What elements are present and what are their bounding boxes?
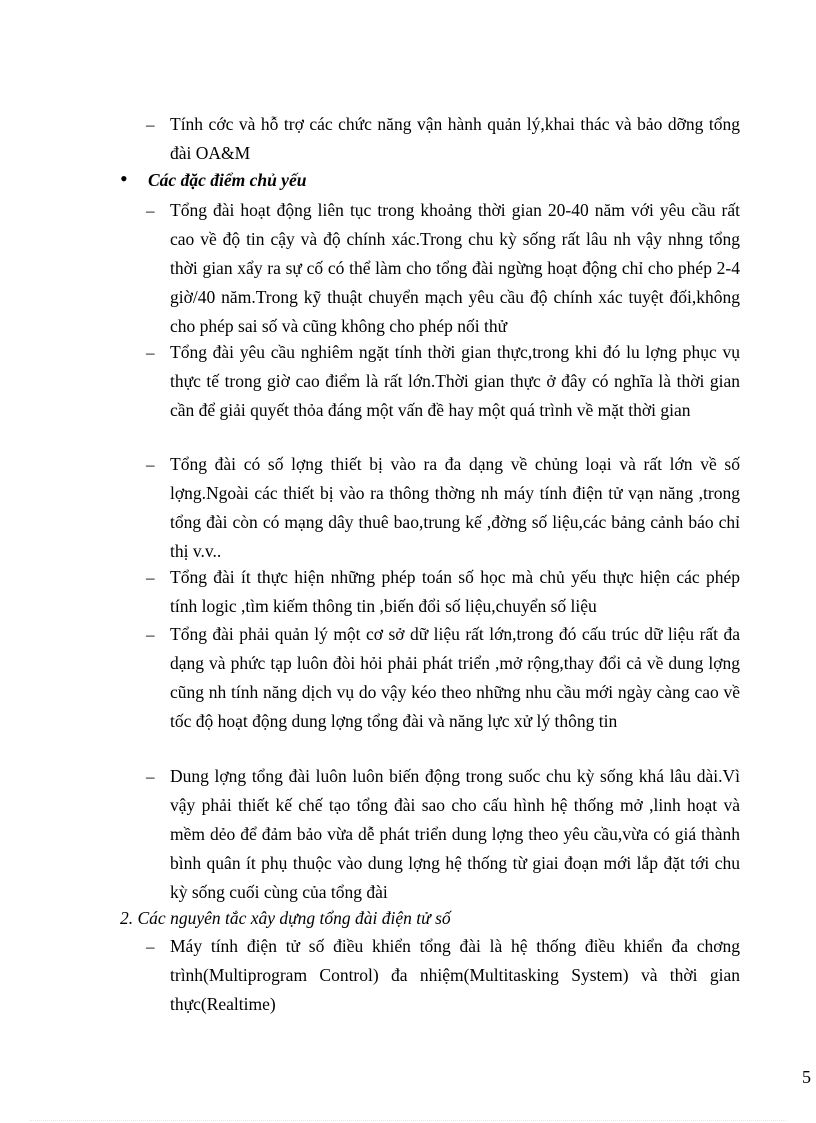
dash-marker: –	[146, 343, 155, 362]
dash-marker: –	[146, 455, 155, 474]
item-text: Máy tính điện tử số điều khiển tổng đài là hệ thống điều khiển đa chơng trình(Multiprogram Control) đa nhiệm(Multitasking System) và thời gian thực(Realtime)	[170, 936, 740, 1014]
list-item	[146, 110, 740, 168]
dash-marker: –	[146, 568, 155, 587]
dash-marker: –	[146, 937, 155, 956]
item-text: Tổng đài phải quản lý một cơ sở dữ liệu rất lớn,trong đó cấu trúc dữ liệu rất đa dạng và phức tạp luôn đòi hỏi phải phát triển ,mở rộng,thay đổi cả về dung lợng cũng nh tính năng dịch vụ do vậy kéo theo những nhu cầu mới ngày càng cao về tốc độ hoạt động dung lợng tổng đài và năng lực xử lý thông tin	[170, 624, 740, 731]
list-item	[146, 762, 740, 907]
item-text: Tổng đài hoạt động liên tục trong khoảng thời gian 20-40 năm với yêu cầu rất cao về độ tin cậy và độ chính xác.Trong chu kỳ sống rất lâu nh vậy nhng tổng thời gian xẩy ra sự cố có thể làm cho tổng đài ngừng hoạt động chỉ cho phép 2-4 giờ/40 năm.Trong kỹ thuật chuyển mạch yêu cầu độ chính xác tuyệt đối,không cho phép sai số và cũng không cho phép nối thử	[170, 200, 740, 336]
dash-marker: –	[146, 625, 155, 644]
list-item	[146, 563, 740, 621]
item-text: Tổng đài có số lợng thiết bị vào ra đa dạng về chủng loại và rất lớn về số lợng.Ngoài các thiết bị vào ra thông thờng nh máy tính điện tử vạn năng ,trong tổng đài còn có mạng dây thuê bao,trung kế ,đờng số liệu,các bảng cảnh báo chỉ thị v.v..	[170, 454, 740, 561]
item-text: Tổng đài ít thực hiện những phép toán số học mà chủ yếu thực hiện các phép tính logic ,tìm kiếm thông tin ,biến đổi số liệu,chuyển số liệu	[170, 567, 740, 616]
numbered-heading: 2. Các nguyên tắc xây dựng tổng đài điện tử số	[120, 908, 451, 928]
section-heading: Các đặc điểm chủ yếu	[148, 170, 307, 190]
item-text: Dung lợng tổng đài luôn luôn biến động trong suốc chu kỳ sống khá lâu dài.Vì vậy phải thiết kế chế tạo tổng đài sao cho cấu hình hệ thống mở ,linh hoạt và mềm dẻo để đảm bảo vừa dễ phát triển dung lợng theo yêu cầu,vừa có giá thành bình quân ít phụ thuộc vào dung lợng hệ thống từ giai đoạn mới lắp đặt tới chu kỳ sống cuối cùng của tổng đài	[170, 766, 740, 902]
item-text: Tổng đài yêu cầu nghiêm ngặt tính thời gian thực,trong khi đó lu lợng phục vụ thực tế trong giờ cao điểm là rất lớn.Thời gian thực ở đây có nghĩa là thời gian cần để giải quyết thỏa đáng một vấn đề hay một quá trình về mặt thời gian	[170, 342, 740, 420]
list-item	[146, 450, 740, 566]
dash-marker: –	[146, 767, 155, 786]
list-item	[146, 620, 740, 765]
footer-divider	[30, 1120, 786, 1121]
list-item	[146, 932, 740, 1020]
dash-marker: –	[146, 201, 155, 220]
list-item	[146, 196, 740, 341]
page-number: 5	[802, 1067, 811, 1087]
list-item	[146, 338, 740, 454]
bullet-icon: •	[120, 166, 128, 191]
item-text: Tính cớc và hỗ trợ các chức năng vận hành quản lý,khai thác và bảo dỡng tổng đài OA&M	[170, 114, 740, 163]
dash-marker: –	[146, 115, 155, 134]
